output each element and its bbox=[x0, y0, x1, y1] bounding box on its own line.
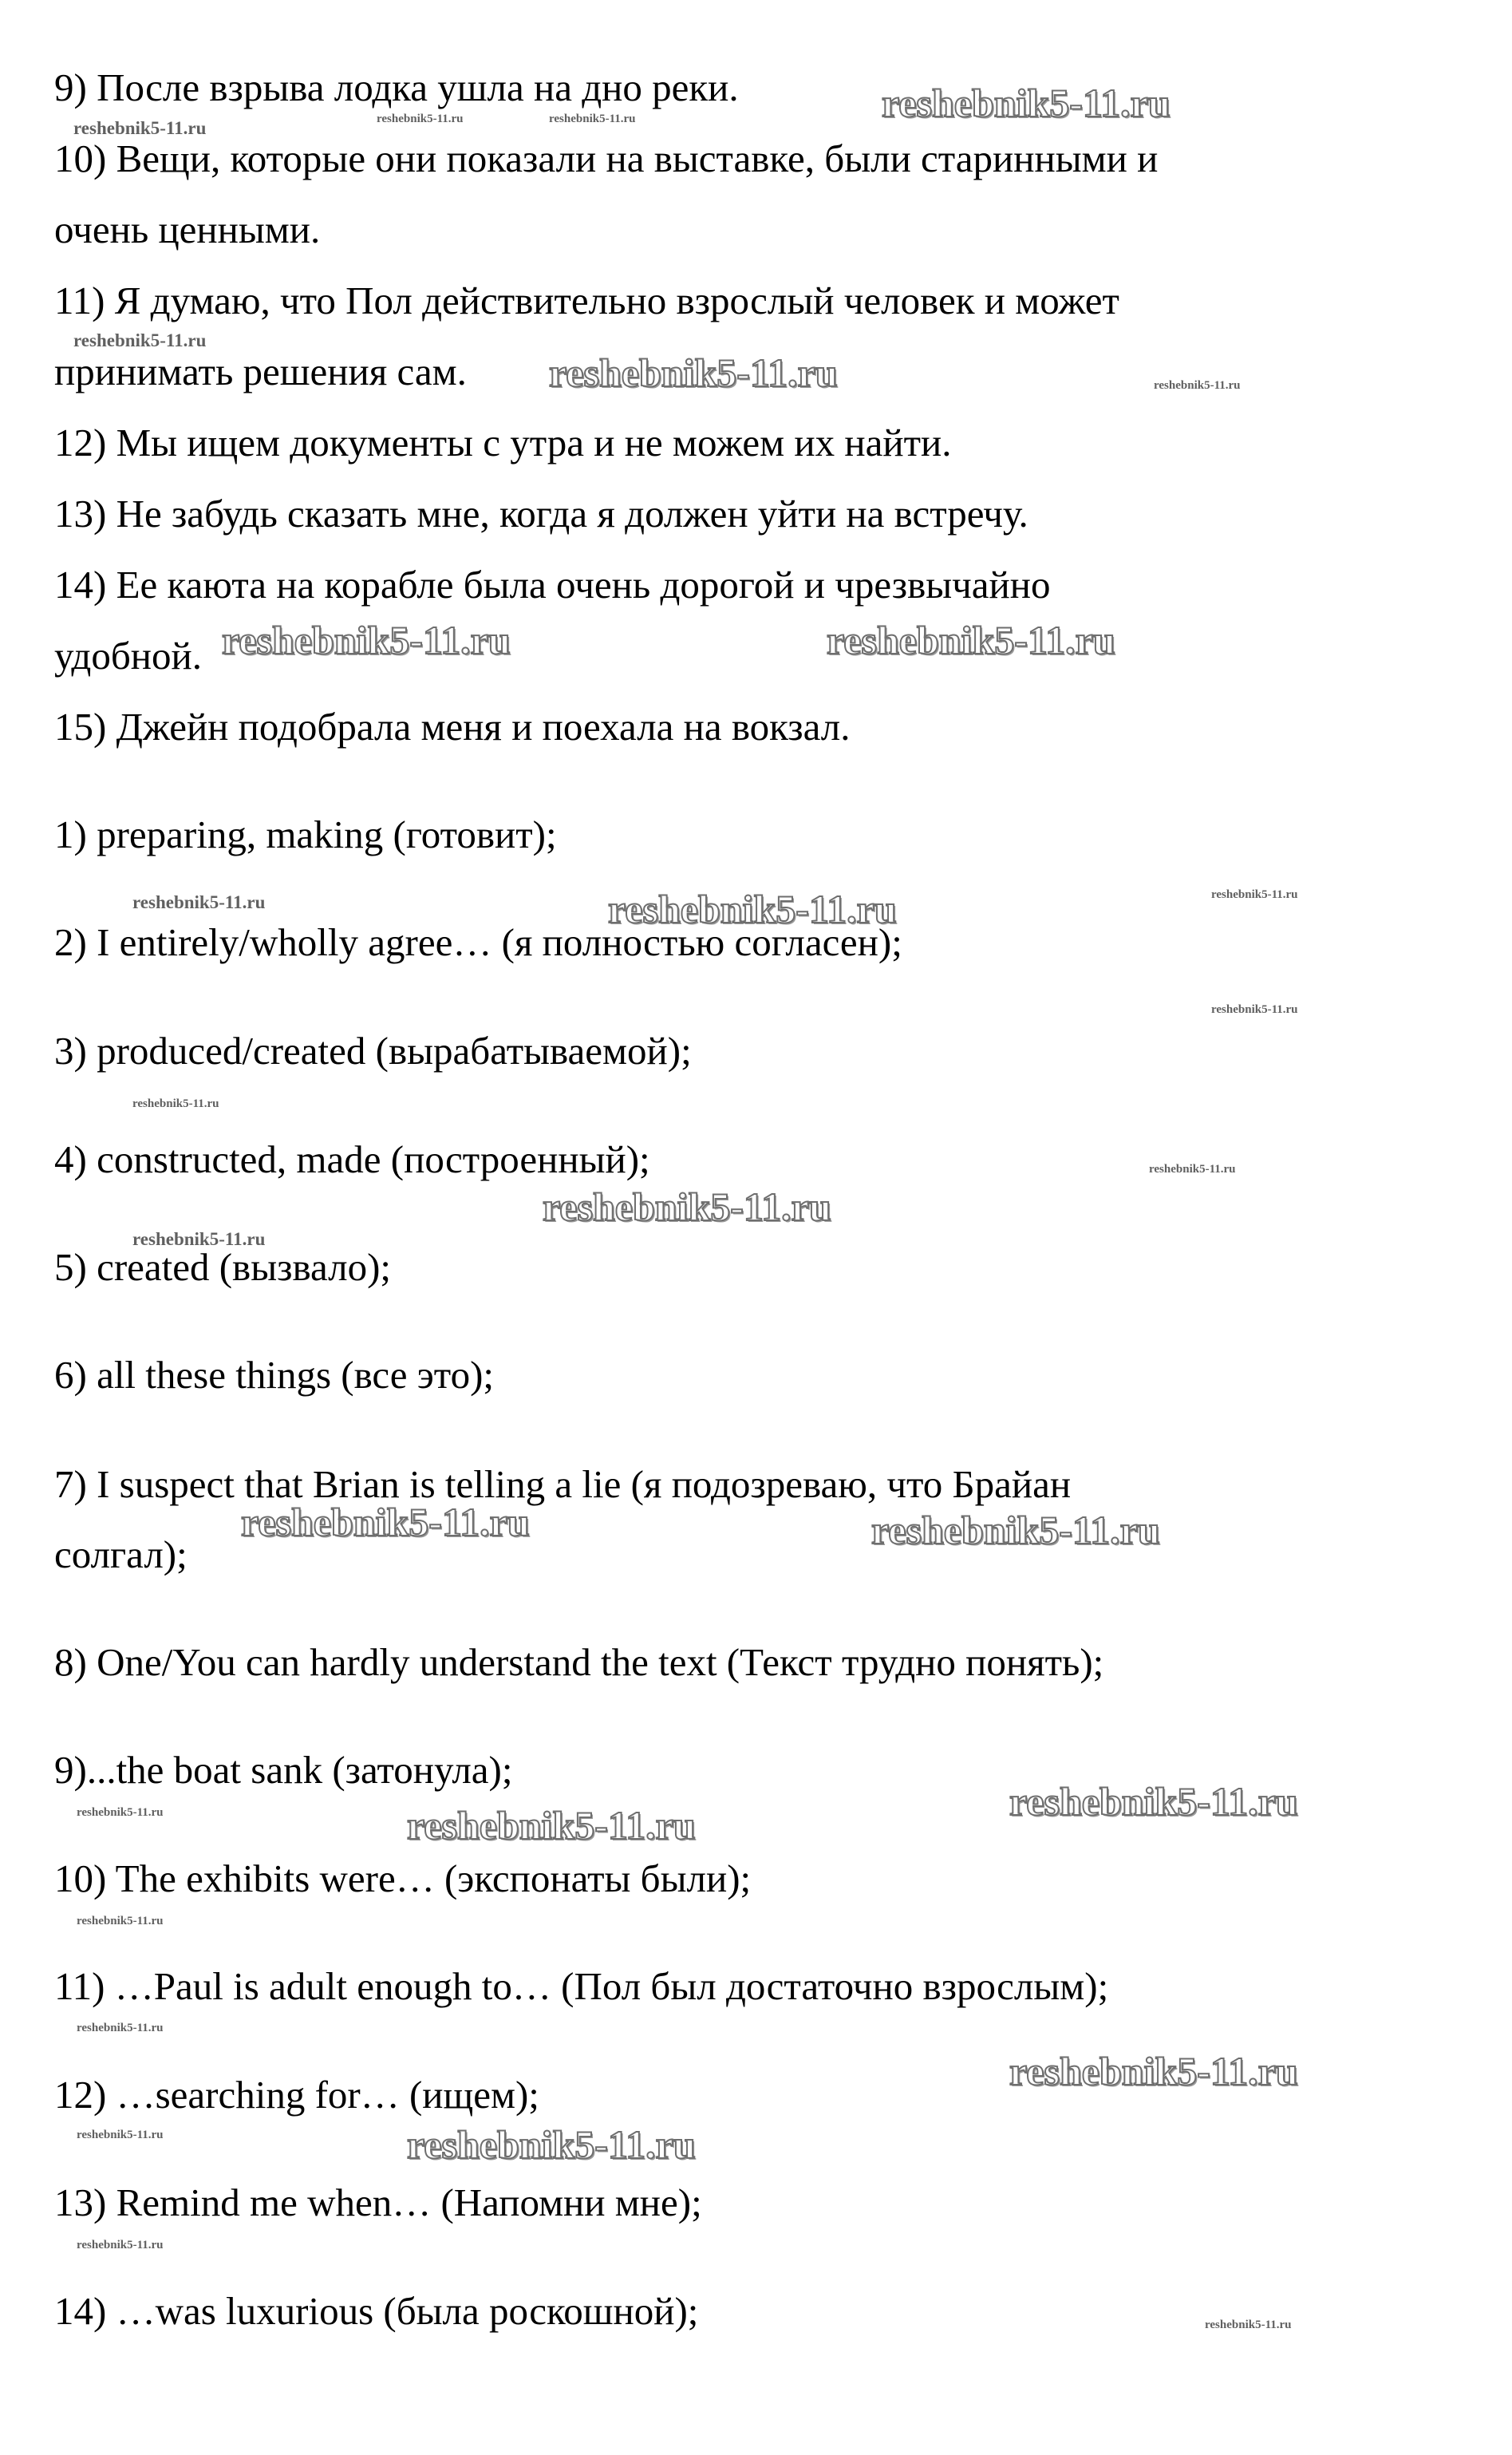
answer-line: 10) The exhibits were… (экспонаты были); bbox=[54, 1856, 752, 1900]
watermark: reshebnik5-11.ru bbox=[132, 1097, 219, 1110]
watermark: reshebnik5-11.ru bbox=[1205, 2319, 1292, 2331]
watermark: reshebnik5-11.ru bbox=[549, 350, 838, 395]
watermark: reshebnik5-11.ru bbox=[1149, 1163, 1236, 1176]
answer-line: 3) produced/created (вырабатываемой); bbox=[54, 1029, 692, 1073]
watermark: reshebnik5-11.ru bbox=[407, 2122, 696, 2167]
watermark: reshebnik5-11.ru bbox=[882, 81, 1171, 125]
watermark: reshebnik5-11.ru bbox=[1009, 1779, 1298, 1824]
answer-line: 12) …searching for… (ищем); bbox=[54, 2073, 539, 2117]
text-line: 12) Мы ищем документы с утра и не можем их найти. bbox=[54, 421, 952, 465]
answer-line: 5) created (вызвало); bbox=[54, 1245, 392, 1289]
answer-line: 2) I entirely/wholly agree… (я полностью согласен); bbox=[54, 920, 902, 964]
answer-line: 6) all these things (все это); bbox=[54, 1353, 495, 1397]
text-line: очень ценными. bbox=[54, 208, 321, 251]
watermark: reshebnik5-11.ru bbox=[608, 887, 897, 931]
watermark: reshebnik5-11.ru bbox=[73, 118, 207, 138]
watermark: reshebnik5-11.ru bbox=[77, 2022, 164, 2034]
text-line: 9) После взрыва лодка ушла на дно реки. bbox=[54, 65, 739, 109]
watermark: reshebnik5-11.ru bbox=[549, 113, 636, 125]
watermark: reshebnik5-11.ru bbox=[73, 330, 207, 350]
text-line: принимать решения сам. bbox=[54, 350, 467, 393]
watermark: reshebnik5-11.ru bbox=[407, 1803, 696, 1848]
answer-line: 11) …Paul is adult enough to… (Пол был достаточно взрослым); bbox=[54, 1964, 1109, 2008]
watermark: reshebnik5-11.ru bbox=[1154, 379, 1241, 392]
answer-line: 4) constructed, made (построенный); bbox=[54, 1137, 650, 1181]
watermark: reshebnik5-11.ru bbox=[132, 892, 266, 912]
watermark: reshebnik5-11.ru bbox=[77, 1806, 164, 1819]
watermark: reshebnik5-11.ru bbox=[77, 2239, 164, 2251]
watermark: reshebnik5-11.ru bbox=[1211, 1003, 1298, 1016]
watermark: reshebnik5-11.ru bbox=[132, 1229, 266, 1249]
answer-line: 8) One/You can hardly understand the text (Текст трудно понять); bbox=[54, 1640, 1104, 1684]
watermark: reshebnik5-11.ru bbox=[377, 113, 464, 125]
answer-line: 1) preparing, making (готовит); bbox=[54, 812, 557, 856]
watermark: reshebnik5-11.ru bbox=[1211, 888, 1298, 901]
watermark: reshebnik5-11.ru bbox=[871, 1508, 1160, 1552]
answer-line: 9)...the boat sank (затонула); bbox=[54, 1748, 513, 1792]
watermark: reshebnik5-11.ru bbox=[1009, 2049, 1298, 2093]
text-line: 11) Я думаю, что Пол действительно взрослый человек и может bbox=[54, 279, 1119, 322]
text-line: 10) Вещи, которые они показали на выставке, были старинными и bbox=[54, 136, 1159, 180]
answer-line: 13) Remind me when… (Напомни мне); bbox=[54, 2180, 702, 2224]
answer-line: 14) …was luxurious (была роскошной); bbox=[54, 2289, 699, 2333]
watermark: reshebnik5-11.ru bbox=[241, 1500, 530, 1544]
watermark: reshebnik5-11.ru bbox=[222, 618, 511, 662]
text-line: 14) Ее каюта на корабле была очень дорогой и чрезвычайно bbox=[54, 563, 1051, 607]
watermark: reshebnik5-11.ru bbox=[827, 618, 1115, 662]
text-line: 15) Джейн подобрала меня и поехала на вокзал. bbox=[54, 705, 851, 749]
watermark: reshebnik5-11.ru bbox=[77, 2129, 164, 2141]
answer-line: солгал); bbox=[54, 1532, 188, 1576]
text-line: удобной. bbox=[54, 634, 202, 678]
watermark: reshebnik5-11.ru bbox=[77, 1915, 164, 1927]
answer-line: 7) I suspect that Brian is telling a lie (я подозреваю, что Брайан bbox=[54, 1462, 1072, 1506]
text-line: 13) Не забудь сказать мне, когда я должен уйти на встречу. bbox=[54, 492, 1028, 536]
watermark: reshebnik5-11.ru bbox=[543, 1184, 831, 1229]
